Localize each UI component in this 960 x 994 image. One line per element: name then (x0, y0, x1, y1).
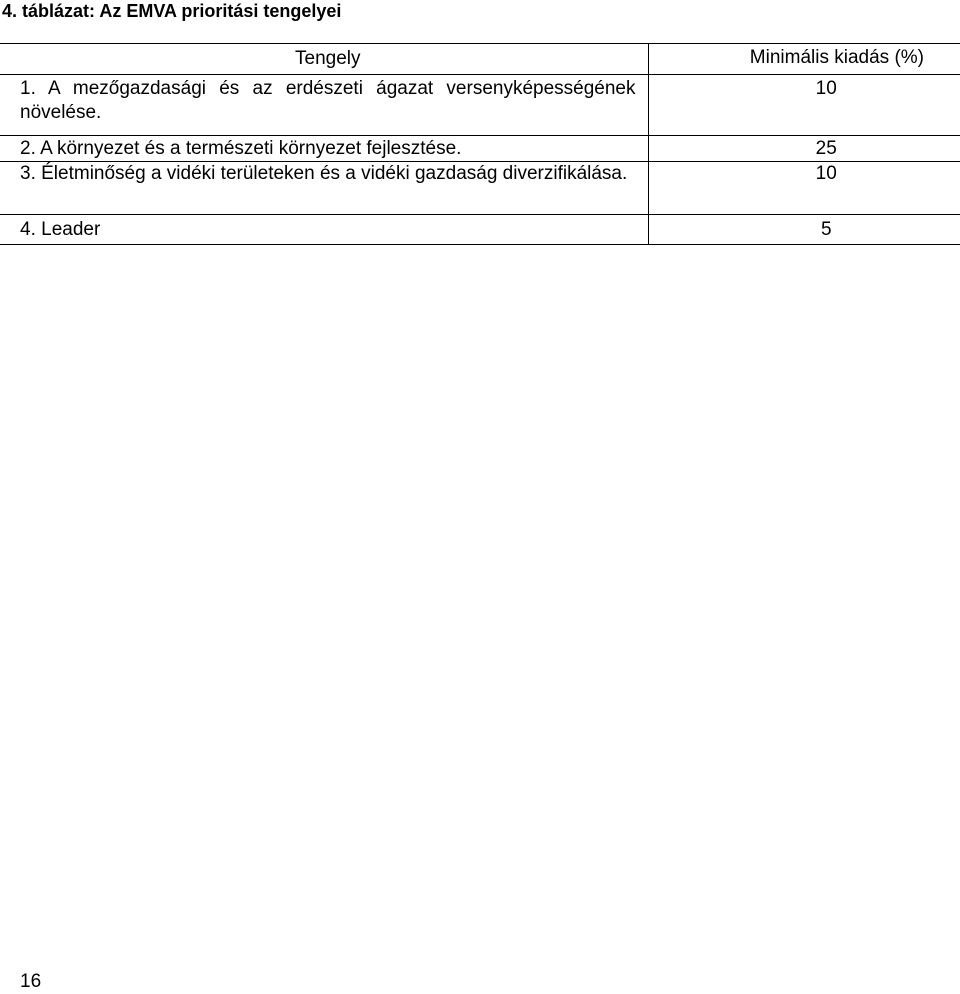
table-header-row (0, 44, 960, 75)
axis-cell: 1. A mezőgazdasági és az erdészeti ágazat versenyképességének növelése. (0, 75, 648, 136)
value-cell: 5 (648, 215, 960, 245)
table-row (0, 136, 960, 162)
value-cell: 10 (648, 162, 960, 215)
page-number: 16 (20, 971, 42, 992)
axis-cell: 2. A környezet és a természeti környezet fejlesztése. (0, 136, 648, 162)
header-axis: Tengely (0, 44, 648, 75)
table-caption: 4. táblázat: Az EMVA prioritási tengelyei (2, 1, 342, 21)
axis-cell: 3. Életminőség a vidéki területeken és a vidéki gazdaság diverzifikálása. (0, 162, 648, 215)
value-cell: 10 (648, 75, 960, 136)
table-row (0, 215, 960, 245)
header-min-spend: Minimális kiadás (%) (648, 44, 960, 75)
value-cell: 25 (648, 136, 960, 162)
axis-cell: 4. Leader (0, 215, 648, 245)
table-row (0, 162, 960, 215)
table-row (0, 75, 960, 136)
priority-axes-table (0, 43, 960, 245)
